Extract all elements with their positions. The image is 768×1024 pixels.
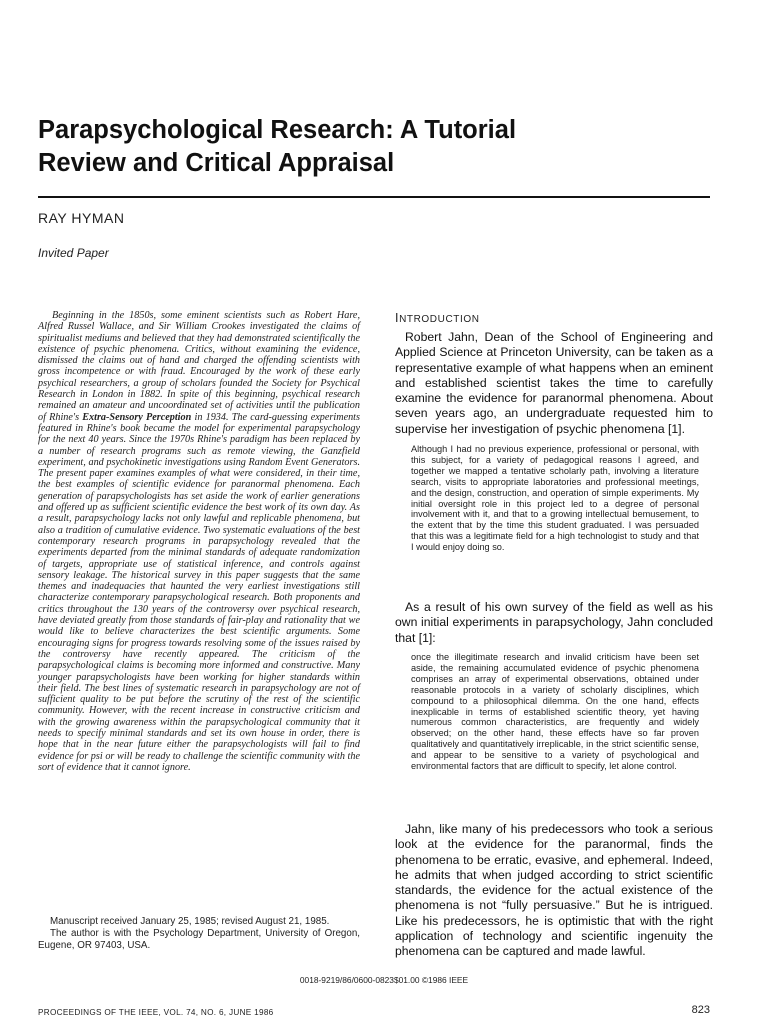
paper-type: Invited Paper xyxy=(38,246,109,260)
abstract-text-start: Beginning in the 1850s, some eminent scientists such as Robert Hare, Alfred Russel Wallace, and Sir William Crookes investigated the claims of spiritualist mediums and believed that they had demonstrated scientifically the existence of psychic phenomena. Critics, without examining the evidence, dismissed the claims out of hand and charged the offending scientists with gross incompetence or with fraud. Encouraged by the work of these early psychical researchers, a group of scholars founded the Society for Psychical Research in London in 1882. In spite of this beginning, psychical research remained an amateur and uncoordinated set of activities until the publication of Rhine's xyxy=(38,310,360,423)
block-quote-1: Although I had no previous experience, professional or personal, with this subject, for a variety of pedagogical reasons I agreed, and together we mapped a tentative scholarly path, involving a literature search, visits to appropriate laboratories and professional meetings, and the design, construction, and operation of simple experiments. My initial oversight role in this project led to a degree of personal involvement with it, and that to a growing intellectual bemusement, to the extent that by the time this student graduated. I was persuaded that this was a legitimate field for a high technologist to study and that I would enjoy doing so. xyxy=(411,444,699,553)
body-paragraph-2: As a result of his own survey of the field as well as his own initial experiments in parapsychology, Jahn concluded that [1]: xyxy=(395,600,713,645)
journal-footer: PROCEEDINGS OF THE IEEE, VOL. 74, NO. 6, JUNE 1986 xyxy=(38,1008,274,1017)
abstract-text-end: in 1934. The card-guessing experiments featured in Rhine's book became the model for experimental parapsychology for the next 40 years. Since the 1970s Rhine's paradigm has been replaced by a number of research programs such as remote viewing, the Ganzfield experiment, and psychokinetic investigations using Random Event Generators. The present paper examines examples of what were considered, in their time, the best examples of scientific evidence for paranormal phenomena. Each generation of parapsychologists has set aside the work of earlier generations and offered up as sufficient scientific evidence the best work of its own day. As a result, parapsychology lacks not only lawful and replicable phenomena, but also a tradition of cumulative evidence. Two systematic evaluations of the best contemporary research programs in parapsychology revealed that the experiments departed from the minimal standards of adequate randomization of targets, appropriate use of statistical inference, and controls against sensory leakage. The historical survey in this paper suggests that the same themes and inadequacies that haunted the very earliest investigations still characterize contemporary parapsychological research. Both proponents and critics throughout the 130 years of the controversy over psychical research, have deviated greatly from those standards of fair-play and rationality that we would like to believe characterizes the best scientific arguments. Some encouraging signs for progress towards resolving some of the issues raised by the controversy have recently appeared. The criticism of the parapsychological claims is becoming more informed and constructive. Many younger parapsychologists have been working for higher standards within their field. The best lines of systematic research in parapsychology are not of sufficient quality to be put before the scrutiny of the rest of the scientific community. However, with the recent increase in constructive criticism and with the growing awareness within the parapsychological community that it needs to specify minimal standards and set its own house in order, there is hope that in the near future either the parapsychologists will fail to find evidence for psi or will be ready to challenge the scientific community with the sort of evidence that it cannot ignore. xyxy=(38,411,360,773)
author-name: RAY HYMAN xyxy=(38,210,125,226)
paper-title xyxy=(38,114,678,180)
page-number: 823 xyxy=(691,1004,710,1016)
copyright-line: 0018-9219/86/0600-0823$01.00 ©1986 IEEE xyxy=(299,975,469,985)
footnote-received: Manuscript received January 25, 1985; revised August 21, 1985. xyxy=(50,916,330,927)
title-line-2: Review and Critical Appraisal xyxy=(38,149,395,177)
section-heading-rest: NTRODUCTION xyxy=(399,314,480,325)
book-title: Extra-Sensory Perception xyxy=(82,411,192,423)
section-heading-introduction xyxy=(395,311,480,325)
title-line-1: Parapsychological Research: A Tutorial xyxy=(38,116,517,144)
abstract xyxy=(38,310,360,773)
block-quote-2: once the illegitimate research and invalid criticism have been set aside, the remaining accumulated evidence of psychic phenomena comprises an array of experimental observations, obtained under reasonable protocols in a variety of scholarly disciplines, which compound to a philosophical dilemma. On the one hand, effects inexplicable in terms of established scientific theory, yet having numerous common characteristics, are frequently and widely observed; on the other hand, these effects have so far proven qualitatively and quantitatively irreplicable, in the strict scientific sense, and appear to be sensitive to a variety of psychological and environmental factors that are difficult to specify, let alone control. xyxy=(411,652,699,772)
body-paragraph-1: Robert Jahn, Dean of the School of Engineering and Applied Science at Princeton University, can be taken as a representative example of what happens when an eminent and established scientist takes the time to carefully examine the evidence for paranormal phenomena. About seven years ago, an undergraduate requested him to supervise her investigation of psychic phenomena [1]. xyxy=(395,330,713,436)
body-paragraph-3: Jahn, like many of his predecessors who took a serious look at the evidence for the paranormal, finds the phenomena to be erratic, evasive, and ephemeral. Indeed, he admits that when judged according to strict scientific standards, the evidence for the actual existence of the phenomena is not “fully persuasive.” But he is intrigued. Like his predecessors, he is optimistic that with the right application of technology and scientific ingenuity the phenomena can be captured and made lawful. xyxy=(395,822,713,959)
section-heading-initial: I xyxy=(395,311,400,325)
footnote-author: The author is with the Psychology Department, University of Oregon, Eugene, OR 97403, USA. xyxy=(38,928,360,951)
title-rule xyxy=(38,196,710,198)
